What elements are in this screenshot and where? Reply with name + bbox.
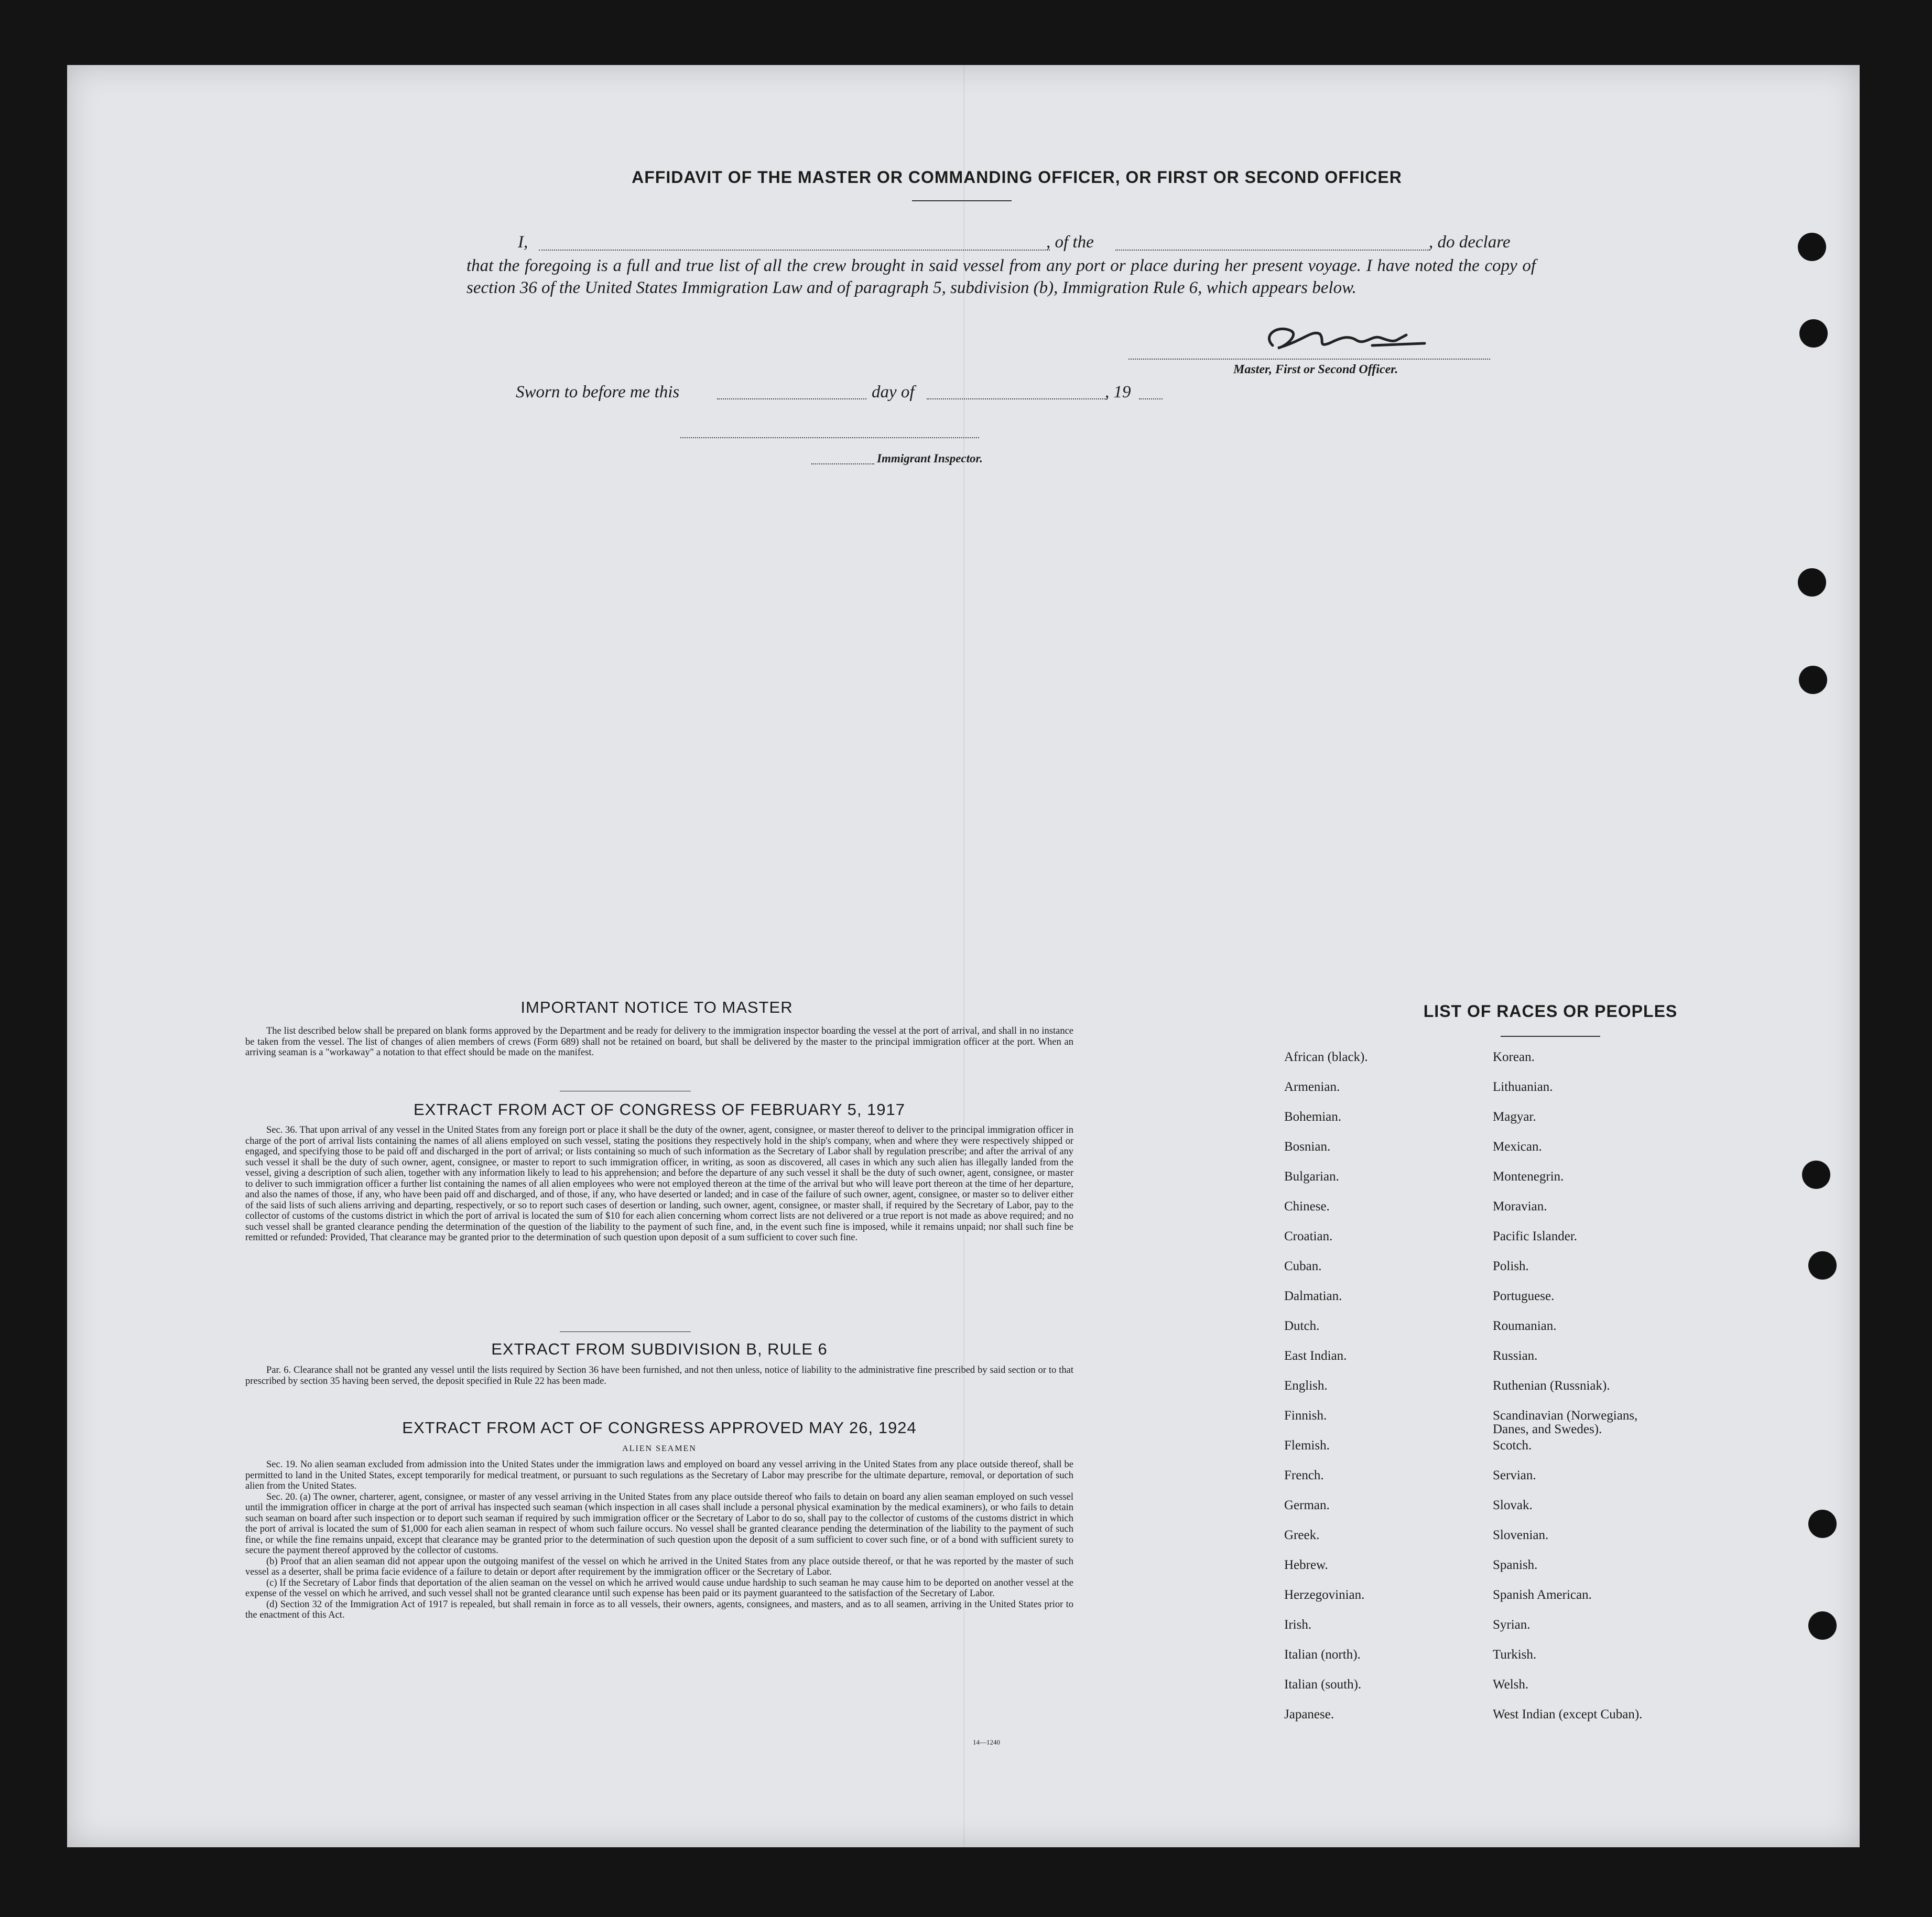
extract-1917-title: EXTRACT FROM ACT OF CONGRESS OF FEBRUARY 5, 1917 xyxy=(413,1100,906,1119)
extract-1924-sec20d: (d) Section 32 of the Immigration Act of 1917 is repealed, but shall remain in force as to all vessels, their owners, agents, consignees, and masters, and as to all seamen, arriving in the United States prior to the enactment of this Act. xyxy=(245,1599,1073,1620)
affidavit-title: AFFIDAVIT OF THE MASTER OR COMMANDING OFFICER, OR FIRST OR SECOND OFFICER xyxy=(632,168,1402,187)
extract-1924-sec20b: (b) Proof that an alien seaman did not appear upon the outgoing manifest of the vessel on which he arrived in the United States from any place outside thereof, or that he was reported by the master of such vessel as a deserter, shall be prima facie evidence of a failure to detain or deport after requirement by the immigration officer or the Secretary of Labor. xyxy=(245,1556,1073,1577)
notice-title: IMPORTANT NOTICE TO MASTER xyxy=(520,998,793,1016)
extract-1924-text xyxy=(245,1459,1073,1621)
race-item: Ruthenian (Russniak). xyxy=(1493,1379,1610,1393)
sworn-month-line[interactable] xyxy=(927,398,1108,399)
race-item: Armenian. xyxy=(1284,1080,1340,1094)
punch-hole xyxy=(1799,319,1828,348)
race-item: Hebrew. xyxy=(1284,1558,1328,1572)
signature-line[interactable] xyxy=(1128,359,1490,360)
race-item: Pacific Islander. xyxy=(1493,1229,1578,1243)
extract-1924-subtitle: ALIEN SEAMEN xyxy=(622,1444,697,1453)
race-item: German. xyxy=(1284,1498,1330,1512)
race-item: English. xyxy=(1284,1379,1328,1393)
race-item: Magyar. xyxy=(1493,1110,1536,1124)
race-item: Moravian. xyxy=(1493,1199,1547,1214)
race-item: Slovak. xyxy=(1493,1498,1533,1512)
sworn-year-line[interactable] xyxy=(1139,398,1163,399)
punch-hole xyxy=(1798,568,1826,597)
race-item: Greek. xyxy=(1284,1528,1320,1542)
races-right-column xyxy=(1493,1050,1786,1738)
race-item: Croatian. xyxy=(1284,1229,1333,1243)
punch-hole xyxy=(1799,666,1827,694)
vessel-name-line[interactable] xyxy=(1115,250,1430,251)
race-item: Slovenian. xyxy=(1493,1528,1549,1542)
punch-hole xyxy=(1808,1510,1837,1538)
race-item: Bohemian. xyxy=(1284,1110,1342,1124)
title-underline xyxy=(912,200,1012,201)
punch-hole xyxy=(1802,1161,1830,1189)
race-item: Flemish. xyxy=(1284,1438,1330,1453)
races-left-column xyxy=(1284,1050,1483,1738)
punch-hole xyxy=(1798,233,1826,261)
inspector-caption: Immigrant Inspector. xyxy=(877,452,983,465)
race-item: Dutch. xyxy=(1284,1319,1320,1333)
race-item: Spanish. xyxy=(1493,1558,1538,1572)
race-item: Cuban. xyxy=(1284,1259,1322,1273)
races-title: LIST OF RACES OR PEOPLES xyxy=(1423,1002,1678,1021)
notice-paragraph: The list described below shall be prepared on blank forms approved by the Department and be ready for delivery to the immigration inspector boarding the vessel at the port of arrival, and shall in no instance be taken from the vessel. The list of changes of alien members of crews (Form 689) shall not be retained on board, but shall be delivered by the master to the principal immigration officer at the port. When an arriving seaman is a "workaway" a notation to that effect should be made on the manifest. xyxy=(245,1026,1073,1058)
race-item: Roumanian. xyxy=(1493,1319,1557,1333)
section-divider xyxy=(560,1331,691,1332)
declaration-text: that the foregoing is a full and true list of all the crew brought in said vessel from any port or place during her present voyage. I have noted the copy of section 36 of the United States Immigration Law and of paragraph 5, subdivision (b), Immigration Rule 6, which appears below. xyxy=(466,256,1536,297)
race-item: Turkish. xyxy=(1493,1648,1537,1662)
race-item: Syrian. xyxy=(1493,1618,1531,1632)
race-item: Finnish. xyxy=(1284,1409,1327,1423)
race-item: Montenegrin. xyxy=(1493,1169,1564,1184)
race-item: Mexican. xyxy=(1493,1140,1542,1154)
race-item: East Indian. xyxy=(1284,1349,1347,1363)
extract-rule6-title: EXTRACT FROM SUBDIVISION B, RULE 6 xyxy=(491,1340,828,1358)
race-item: Italian (south). xyxy=(1284,1677,1362,1692)
race-item: Lithuanian. xyxy=(1493,1080,1553,1094)
declarant-name-line[interactable] xyxy=(539,250,1050,251)
do-declare-label: , do declare xyxy=(1429,233,1511,252)
race-item: Scandinavian (Norwegians, Danes, and Swedes). xyxy=(1493,1409,1638,1436)
of-the-label: , of the xyxy=(1046,233,1094,252)
race-item: Korean. xyxy=(1493,1050,1535,1064)
race-item: Russian. xyxy=(1493,1349,1538,1363)
punch-hole xyxy=(1808,1611,1837,1640)
race-item: Chinese. xyxy=(1284,1199,1330,1214)
inspector-signature-line[interactable] xyxy=(680,437,979,438)
extract-rule6-paragraph: Par. 6. Clearance shall not be granted any vessel until the lists required by Section 36 have been furnished, and not then unless, notice of liability to the administrative fine prescribed by said section or to that prescribed by section 35 having been served, the deposit specified in Rule 22 has been made. xyxy=(245,1365,1073,1387)
race-item: Servian. xyxy=(1493,1468,1536,1482)
sworn-label: Sworn to before me this xyxy=(516,383,680,402)
notice-text xyxy=(245,1026,1073,1058)
extract-rule6-text xyxy=(245,1365,1073,1387)
extract-1917-text xyxy=(245,1125,1073,1243)
extract-1924-sec19: Sec. 19. No alien seaman excluded from admission into the United States under the immigration laws and employed on board any vessel arriving in the United States from any place outside thereof, shall be permitted to land in the United States, except temporarily for medical treatment, or pursuant to such regulations as the Secretary of Labor may prescribe for the ultimate departure, removal, or deportation of such alien from the United States. xyxy=(245,1459,1073,1491)
race-item: Welsh. xyxy=(1493,1677,1529,1692)
sworn-day-line[interactable] xyxy=(717,398,866,399)
extract-1917-paragraph: Sec. 36. That upon arrival of any vessel in the United States from any foreign port or place it shall be the duty of the owner, agent, consignee, or master thereof to deliver to the principal immigration officer in charge of the port of arrival lists containing the names of all aliens employed on such vessel, stating the positions they respectively hold in the ship's company, when and where they were respectively shipped or engaged, and specifying those to be paid off and discharged in the port of arrival; or lists containing so much of such information as the Secretary of Labor shall by regulation prescribe; and after the arrival of any such vessel it shall be the duty of such owner, agent, consignee, or master to report to such immigration officer, in writing, as soon as discovered, all cases in which any such alien has illegally landed from the vessel, giving a description of such alien, together with any information likely to lead to his apprehension; and before the departure of any such vessel it shall be the duty of such owner, agent, consignee, or master to deliver to such immigration officer a further list containing the names of all alien employees who were not employed thereon at the time of the arrival but who will leave port thereon at the time of her departure, and also the names of those, if any, who have been paid off and discharged, and of those, if any, who have deserted or landed; and in case of the failure of such owner, agent, consignee, or master so to deliver either of the said lists of such aliens arriving and departing, respectively, or so to report such cases of desertion or landing, such owner, agent, consignee, or master shall, if required by the Secretary of Labor, pay to the collector of customs of the customs district in which the port of arrival is located the sum of $10 for each alien concerning whom correct lists are not delivered or a true report is not made as above required; and no such vessel shall be granted clearance pending the determination of the question of the liability to the payment of such fine, and, in the event such fine is imposed, while it remains unpaid; nor shall such fine be remitted or refunded: Provided, That clearance may be granted prior to the determination of such question upon deposit of a sum sufficient to cover such fine. xyxy=(245,1125,1073,1243)
officer-signature xyxy=(1199,319,1493,361)
race-item: Scotch. xyxy=(1493,1438,1532,1453)
document-page xyxy=(67,65,1860,1847)
races-title-underline xyxy=(1501,1036,1600,1037)
race-item: Bosnian. xyxy=(1284,1140,1331,1154)
inspector-name-line[interactable] xyxy=(811,463,874,464)
extract-1924-sec20a: Sec. 20. (a) The owner, charterer, agent, consignee, or master of any vessel arriving in the United States from any place outside thereof who fails to detain on board any alien seaman employed on such vessel until the immigration officer in charge at the port of arrival has inspected such seaman (which inspection in all cases shall include a personal physical examination by the medical examiners), or who fails to detain such seaman on board after such inspection or to deport such seaman if required by such immigration officer or the Secretary of Labor to do so, shall pay to the collector of customs of the customs district in which the port of arrival is located the sum of $1,000 for each alien seaman in respect of whom such failure occurs. No vessel shall be granted clearance pending the determination of the liability to the payment of such fine, or while the fine remains unpaid, except that clearance may be granted prior to the determination of such question upon the deposit of a sum sufficient to cover such fine, or of a bond with sufficient surety to secure the payment thereof approved by the collector of customs. xyxy=(245,1491,1073,1556)
race-item: Irish. xyxy=(1284,1618,1312,1632)
race-item: Herzegovinian. xyxy=(1284,1588,1365,1602)
extract-1924-title: EXTRACT FROM ACT OF CONGRESS APPROVED MAY 26, 1924 xyxy=(402,1418,917,1437)
signature-caption: Master, First or Second Officer. xyxy=(1233,363,1398,376)
day-of-label: day of xyxy=(872,383,915,402)
race-item: Bulgarian. xyxy=(1284,1169,1339,1184)
punch-hole xyxy=(1808,1251,1837,1280)
race-item: Polish. xyxy=(1493,1259,1529,1273)
race-item: French. xyxy=(1284,1468,1324,1482)
declarant-label: I, xyxy=(518,233,528,252)
race-item: African (black). xyxy=(1284,1050,1368,1064)
year-label: , 19 xyxy=(1105,383,1131,402)
race-item: Dalmatian. xyxy=(1284,1289,1342,1303)
race-item: Japanese. xyxy=(1284,1707,1334,1721)
form-code: 14—1240 xyxy=(973,1738,1000,1746)
race-item: Spanish American. xyxy=(1493,1588,1592,1602)
race-item: West Indian (except Cuban). xyxy=(1493,1707,1643,1721)
race-item: Portuguese. xyxy=(1493,1289,1555,1303)
race-item: Italian (north). xyxy=(1284,1648,1361,1662)
extract-1924-sec20c: (c) If the Secretary of Labor finds that deportation of the alien seaman on the vessel on which he arrived would cause undue hardship to such seaman he may cause him to be deported on another vessel at the expense of the vessel on which he arrived, and such vessel shall not be granted clearance until such expense has been paid or its payment guaranteed to the satisfaction of the Secretary of Labor. xyxy=(245,1577,1073,1599)
